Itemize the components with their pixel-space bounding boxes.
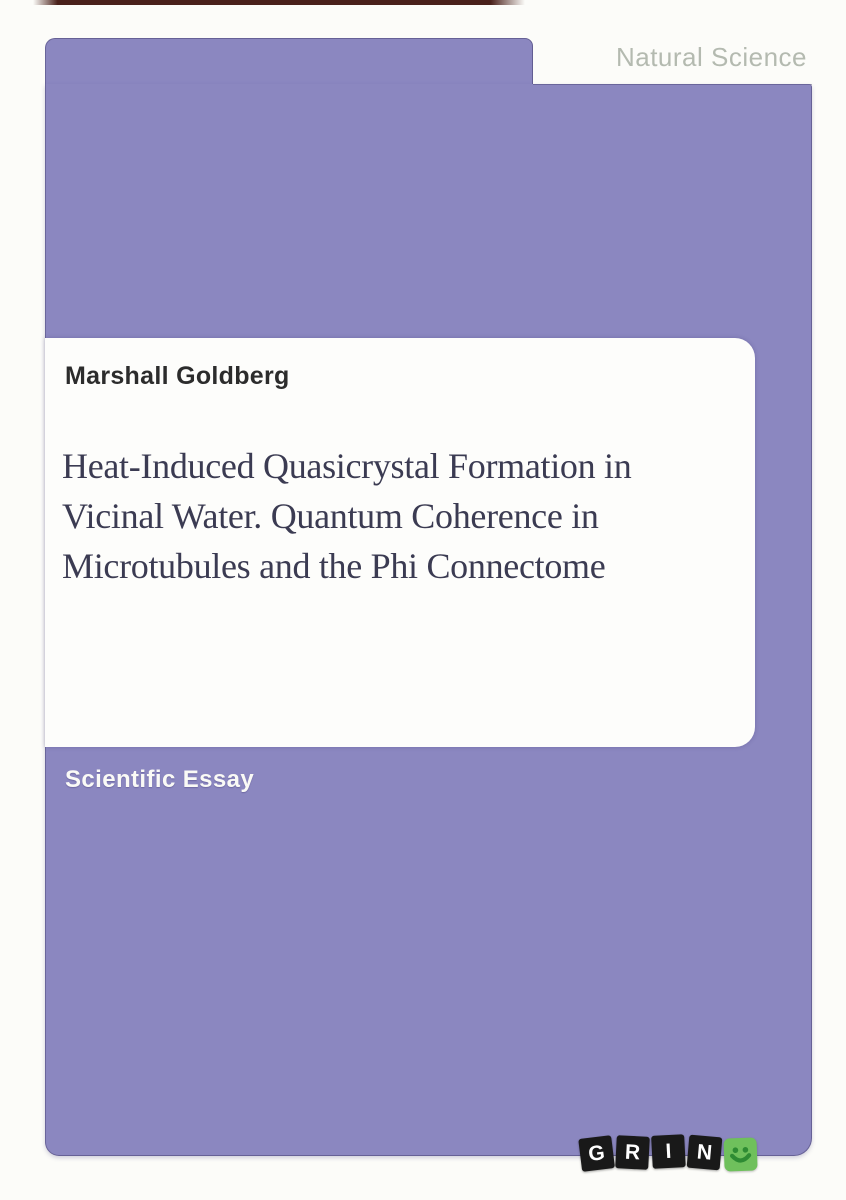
top-spine-edge: [33, 0, 525, 5]
grin-letter-tile-i: I: [651, 1134, 686, 1169]
title-box: [45, 338, 755, 747]
book-title: [62, 441, 631, 591]
title-line: Heat-Induced Quasicrystal Formation in: [62, 446, 632, 486]
title-line: Vicinal Water. Quantum Coherence in: [62, 496, 599, 536]
cover-top-seam: [533, 84, 812, 85]
document-type-label: Scientific Essay: [65, 766, 255, 793]
title-line: Microtubules and the Phi Connectome: [62, 546, 606, 586]
grin-smiley-icon: [724, 1137, 758, 1171]
author-name: Marshall Goldberg: [65, 362, 290, 390]
grin-letter-tile-r: R: [615, 1135, 650, 1170]
grin-logo: [580, 1136, 757, 1169]
cover-top-tab: [45, 38, 533, 85]
grin-letter-tile-g: G: [578, 1135, 615, 1172]
grin-letter-tile-n: N: [687, 1135, 723, 1171]
category-label: Natural Science: [615, 42, 807, 72]
